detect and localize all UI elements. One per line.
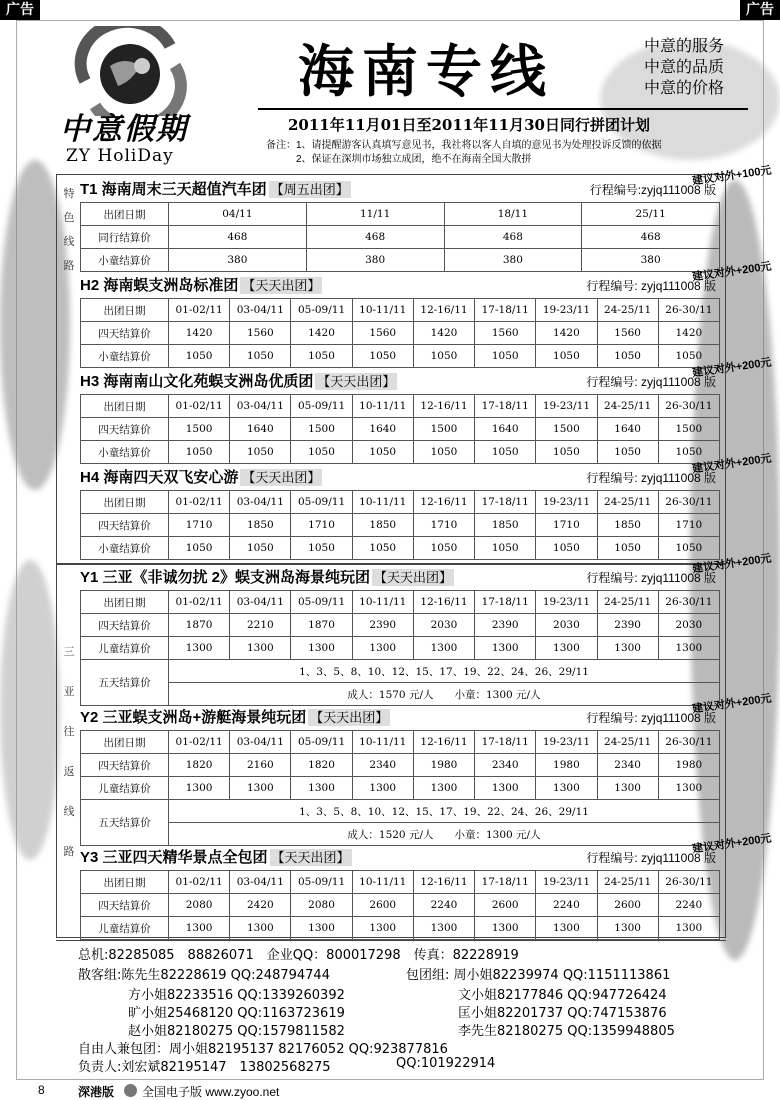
table-cell: 2600 bbox=[597, 894, 658, 917]
table-cell: 1300 bbox=[352, 637, 413, 660]
ad-tag-left: 广告 bbox=[0, 0, 40, 20]
table-cell: 1050 bbox=[291, 441, 352, 464]
table-cell: 1050 bbox=[413, 345, 474, 368]
table-cell: 1050 bbox=[230, 537, 291, 560]
table-cell: 26-30/11 bbox=[658, 491, 719, 514]
table-cell: 2030 bbox=[536, 614, 597, 637]
row-label: 出团日期 bbox=[81, 491, 169, 514]
table-cell: 10-11/11 bbox=[352, 591, 413, 614]
price-table bbox=[80, 730, 720, 846]
table-cell: 1050 bbox=[169, 441, 230, 464]
row-label: 四天结算价 bbox=[81, 418, 169, 441]
table-cell: 1560 bbox=[230, 322, 291, 345]
five-day-price: 成人：1570 元/人 小童：1300 元/人 bbox=[169, 683, 720, 706]
table-cell: 26-30/11 bbox=[658, 591, 719, 614]
table-cell: 1870 bbox=[169, 614, 230, 637]
contact-manager: 负责人:刘宏斌82195147 13802568275 bbox=[78, 1060, 331, 1075]
table-cell: 11/11 bbox=[306, 203, 444, 226]
table-row bbox=[81, 754, 720, 777]
table-cell: 1870 bbox=[291, 614, 352, 637]
table-cell: 04/11 bbox=[169, 203, 307, 226]
table-cell: 01-02/11 bbox=[169, 491, 230, 514]
table-cell: 17-18/11 bbox=[475, 871, 536, 894]
table-row bbox=[81, 917, 720, 940]
table-cell: 03-04/11 bbox=[230, 591, 291, 614]
table-cell: 2210 bbox=[230, 614, 291, 637]
table-cell: 2080 bbox=[169, 894, 230, 917]
table-cell: 10-11/11 bbox=[352, 395, 413, 418]
table-cell: 1050 bbox=[413, 441, 474, 464]
table-cell: 1850 bbox=[230, 514, 291, 537]
contact-group-4: 李先生82180275 QQ:1359948805 bbox=[458, 1024, 675, 1039]
table-cell: 03-04/11 bbox=[230, 871, 291, 894]
table-cell: 03-04/11 bbox=[230, 731, 291, 754]
table-cell: 1820 bbox=[291, 754, 352, 777]
table-cell: 2340 bbox=[597, 754, 658, 777]
table-cell: 1300 bbox=[169, 777, 230, 800]
row-label: 小童结算价 bbox=[81, 345, 169, 368]
contact-fit-3: 旷小姐25468120 QQ:1163723619 bbox=[128, 1006, 345, 1021]
table-cell: 01-02/11 bbox=[169, 395, 230, 418]
row-label: 四天结算价 bbox=[81, 322, 169, 345]
table-cell: 1300 bbox=[597, 777, 658, 800]
table-cell: 1050 bbox=[597, 345, 658, 368]
table-cell: 1640 bbox=[597, 418, 658, 441]
table-cell: 24-25/11 bbox=[597, 591, 658, 614]
table-cell: 380 bbox=[169, 249, 307, 272]
table-cell: 1050 bbox=[291, 537, 352, 560]
slogan-1: 中意的服务 bbox=[644, 38, 725, 55]
table-cell: 1300 bbox=[475, 637, 536, 660]
table-cell: 01-02/11 bbox=[169, 871, 230, 894]
price-table bbox=[80, 298, 720, 368]
table-cell: 380 bbox=[582, 249, 720, 272]
table-cell: 1300 bbox=[230, 637, 291, 660]
table-cell: 1300 bbox=[658, 777, 719, 800]
five-day-row bbox=[81, 660, 720, 683]
table-cell: 19-23/11 bbox=[536, 491, 597, 514]
table-cell: 1300 bbox=[291, 777, 352, 800]
table-cell: 24-25/11 bbox=[597, 731, 658, 754]
page-number: 8 bbox=[38, 1083, 45, 1097]
table-cell: 2240 bbox=[413, 894, 474, 917]
row-label: 出团日期 bbox=[81, 299, 169, 322]
table-cell: 17-18/11 bbox=[475, 299, 536, 322]
table-cell: 1820 bbox=[169, 754, 230, 777]
table-cell: 1420 bbox=[291, 322, 352, 345]
table-cell: 24-25/11 bbox=[597, 395, 658, 418]
table-cell: 1050 bbox=[169, 345, 230, 368]
table-cell: 1050 bbox=[352, 441, 413, 464]
row-label: 出团日期 bbox=[81, 731, 169, 754]
table-cell: 12-16/11 bbox=[413, 299, 474, 322]
row-label: 出团日期 bbox=[81, 591, 169, 614]
table-cell: 1500 bbox=[291, 418, 352, 441]
table-row bbox=[81, 322, 720, 345]
table-row bbox=[81, 441, 720, 464]
table-cell: 1560 bbox=[597, 322, 658, 345]
table-row bbox=[81, 777, 720, 800]
table-cell: 19-23/11 bbox=[536, 591, 597, 614]
table-cell: 24-25/11 bbox=[597, 871, 658, 894]
row-label: 五天结算价 bbox=[81, 660, 169, 706]
contact-group-3: 匡小姐82201737 QQ:747153876 bbox=[458, 1006, 667, 1021]
table-row bbox=[81, 731, 720, 754]
table-cell: 1420 bbox=[413, 322, 474, 345]
price-table bbox=[80, 490, 720, 560]
table-cell: 380 bbox=[306, 249, 444, 272]
table-row bbox=[81, 418, 720, 441]
paint-left-bottom bbox=[0, 560, 60, 860]
contact-free: 自由人兼包团：周小姐82195137 82176052 QQ:923877816 bbox=[78, 1042, 448, 1057]
table-row bbox=[81, 491, 720, 514]
contact-fit-1: 散客组:陈先生82228619 QQ:248794744 bbox=[78, 968, 330, 983]
table-cell: 2420 bbox=[230, 894, 291, 917]
table-cell: 1050 bbox=[658, 537, 719, 560]
five-day-row bbox=[81, 800, 720, 823]
five-day-dates: 1、3、5、8、10、12、15、17、19、22、24、26、29/11 bbox=[169, 660, 720, 683]
section-h3 bbox=[80, 356, 773, 464]
price-table bbox=[80, 590, 720, 706]
globe-logo-icon bbox=[70, 26, 190, 116]
table-cell: 1050 bbox=[536, 345, 597, 368]
table-cell: 1300 bbox=[475, 777, 536, 800]
table-cell: 1500 bbox=[169, 418, 230, 441]
table-cell: 26-30/11 bbox=[658, 871, 719, 894]
contact-main: 总机:82285085 88826071 企业QQ：800017298 传真：82228919 bbox=[78, 948, 519, 963]
table-cell: 10-11/11 bbox=[352, 871, 413, 894]
table-cell: 1980 bbox=[413, 754, 474, 777]
table-cell: 1640 bbox=[230, 418, 291, 441]
table-row bbox=[81, 894, 720, 917]
row-label: 小童结算价 bbox=[81, 249, 169, 272]
table-row bbox=[81, 591, 720, 614]
section-title: T1 海南周末三天超值汽车团 【周五出团】 行程编号:zyjq111008 版 建议对外+100元 bbox=[80, 164, 773, 198]
table-cell: 468 bbox=[169, 226, 307, 249]
section-h4 bbox=[80, 452, 773, 560]
table-cell: 2080 bbox=[291, 894, 352, 917]
row-label: 四天结算价 bbox=[81, 754, 169, 777]
section-t1 bbox=[80, 164, 773, 272]
table-cell: 03-04/11 bbox=[230, 491, 291, 514]
row-label: 四天结算价 bbox=[81, 514, 169, 537]
row-label: 出团日期 bbox=[81, 395, 169, 418]
section-title: H4 海南四天双飞安心游 【天天出团】 行程编号: zyjq111008 版 建议对外+200元 bbox=[80, 452, 773, 486]
table-cell: 19-23/11 bbox=[536, 299, 597, 322]
table-cell: 1300 bbox=[291, 637, 352, 660]
table-cell: 1850 bbox=[597, 514, 658, 537]
slogans bbox=[644, 36, 724, 99]
contact-group-2: 文小姐82177846 QQ:947726424 bbox=[458, 988, 667, 1003]
table-cell: 12-16/11 bbox=[413, 871, 474, 894]
table-cell: 10-11/11 bbox=[352, 731, 413, 754]
table-cell: 25/11 bbox=[582, 203, 720, 226]
table-cell: 2390 bbox=[475, 614, 536, 637]
table-cell: 1050 bbox=[475, 537, 536, 560]
table-cell: 1050 bbox=[475, 441, 536, 464]
contact-group-1: 包团组: 周小姐82239974 QQ:1151113861 bbox=[406, 968, 671, 983]
table-cell: 1300 bbox=[536, 917, 597, 940]
table-cell: 05-09/11 bbox=[291, 591, 352, 614]
row-label: 四天结算价 bbox=[81, 614, 169, 637]
slogan-3: 中意的价格 bbox=[644, 80, 725, 97]
row-label: 四天结算价 bbox=[81, 894, 169, 917]
ad-tag-right: 广告 bbox=[740, 0, 780, 20]
table-row bbox=[81, 226, 720, 249]
table-cell: 24-25/11 bbox=[597, 299, 658, 322]
plan-title: 2011年11月01日至2011年11月30日同行拼团计划 bbox=[288, 116, 650, 134]
page-title: 海南专线 bbox=[298, 40, 554, 105]
table-cell: 12-16/11 bbox=[413, 591, 474, 614]
table-cell: 01-02/11 bbox=[169, 591, 230, 614]
section-title: H2 海南蜈支洲岛标准团 【天天出团】 行程编号: zyjq111008 版 建议对外+200元 bbox=[80, 260, 773, 294]
table-cell: 1500 bbox=[536, 418, 597, 441]
table-cell: 1640 bbox=[475, 418, 536, 441]
table-row bbox=[81, 637, 720, 660]
row-label: 儿童结算价 bbox=[81, 637, 169, 660]
table-cell: 1300 bbox=[169, 637, 230, 660]
table-cell: 1300 bbox=[413, 637, 474, 660]
table-cell: 1050 bbox=[658, 441, 719, 464]
table-row bbox=[81, 537, 720, 560]
table-cell: 1710 bbox=[536, 514, 597, 537]
table-row bbox=[81, 614, 720, 637]
row-label: 五天结算价 bbox=[81, 800, 169, 846]
table-cell: 1560 bbox=[352, 322, 413, 345]
price-table bbox=[80, 870, 720, 940]
table-row bbox=[81, 345, 720, 368]
table-cell: 1980 bbox=[536, 754, 597, 777]
table-cell: 2240 bbox=[658, 894, 719, 917]
row-label: 出团日期 bbox=[81, 203, 169, 226]
table-cell: 1420 bbox=[658, 322, 719, 345]
table-cell: 2030 bbox=[413, 614, 474, 637]
table-cell: 2160 bbox=[230, 754, 291, 777]
table-cell: 05-09/11 bbox=[291, 299, 352, 322]
table-cell: 1050 bbox=[230, 441, 291, 464]
table-cell: 18/11 bbox=[444, 203, 582, 226]
contact-fit-4: 赵小姐82180275 QQ:1579811582 bbox=[128, 1024, 345, 1039]
table-cell: 1050 bbox=[597, 441, 658, 464]
row-label: 同行结算价 bbox=[81, 226, 169, 249]
table-cell: 1850 bbox=[475, 514, 536, 537]
table-cell: 2340 bbox=[352, 754, 413, 777]
table-cell: 1300 bbox=[169, 917, 230, 940]
table-cell: 1300 bbox=[230, 917, 291, 940]
table-cell: 1300 bbox=[658, 917, 719, 940]
table-cell: 26-30/11 bbox=[658, 395, 719, 418]
row-label: 小童结算价 bbox=[81, 441, 169, 464]
section-title: Y3 三亚四天精华景点全包团 【天天出团】 行程编号: zyjq111008 版 建议对外+200元 bbox=[80, 832, 773, 866]
table-cell: 380 bbox=[444, 249, 582, 272]
row-label: 小童结算价 bbox=[81, 537, 169, 560]
table-cell: 1300 bbox=[291, 917, 352, 940]
section-title: Y2 三亚蜈支洲岛+游艇海景纯玩团 【天天出团】 行程编号: zyjq111008 版 建议对外+200元 bbox=[80, 692, 773, 726]
table-row bbox=[81, 249, 720, 272]
table-cell: 1050 bbox=[352, 537, 413, 560]
table-cell: 26-30/11 bbox=[658, 731, 719, 754]
table-cell: 03-04/11 bbox=[230, 299, 291, 322]
table-cell: 1420 bbox=[536, 322, 597, 345]
row-label: 儿童结算价 bbox=[81, 777, 169, 800]
table-cell: 1500 bbox=[658, 418, 719, 441]
brand-name: 中意假期 bbox=[60, 112, 188, 147]
table-cell: 1050 bbox=[352, 345, 413, 368]
notes bbox=[266, 139, 662, 167]
table-cell: 1710 bbox=[658, 514, 719, 537]
table-cell: 468 bbox=[582, 226, 720, 249]
row-label: 儿童结算价 bbox=[81, 917, 169, 940]
price-table bbox=[80, 394, 720, 464]
table-cell: 17-18/11 bbox=[475, 591, 536, 614]
contact-fit-2: 方小姐82233516 QQ:1339260392 bbox=[128, 988, 345, 1003]
table-cell: 19-23/11 bbox=[536, 395, 597, 418]
table-cell: 1050 bbox=[597, 537, 658, 560]
table-cell: 05-09/11 bbox=[291, 871, 352, 894]
table-cell: 17-18/11 bbox=[475, 731, 536, 754]
table-cell: 468 bbox=[444, 226, 582, 249]
table-cell: 2390 bbox=[597, 614, 658, 637]
table-row bbox=[81, 514, 720, 537]
edition-label: 深港版 bbox=[78, 1085, 115, 1099]
table-cell: 1050 bbox=[475, 345, 536, 368]
section-title: H3 海南南山文化苑蜈支洲岛优质团 【天天出团】 行程编号: zyjq111008 版 建议对外+200元 bbox=[80, 356, 773, 390]
table-cell: 10-11/11 bbox=[352, 491, 413, 514]
table-cell: 1710 bbox=[169, 514, 230, 537]
table-cell: 19-23/11 bbox=[536, 871, 597, 894]
table-cell: 19-23/11 bbox=[536, 731, 597, 754]
row-label: 出团日期 bbox=[81, 871, 169, 894]
title-rule bbox=[258, 108, 748, 110]
table-cell: 1050 bbox=[413, 537, 474, 560]
table-cell: 2340 bbox=[475, 754, 536, 777]
table-cell: 1300 bbox=[597, 637, 658, 660]
table-cell: 1050 bbox=[291, 345, 352, 368]
table-cell: 468 bbox=[306, 226, 444, 249]
table-cell: 01-02/11 bbox=[169, 731, 230, 754]
table-cell: 2600 bbox=[475, 894, 536, 917]
five-day-price-row bbox=[81, 823, 720, 846]
table-cell: 12-16/11 bbox=[413, 491, 474, 514]
table-cell: 12-16/11 bbox=[413, 395, 474, 418]
section-y1 bbox=[80, 552, 773, 706]
table-row bbox=[81, 871, 720, 894]
note-1: 备注：1、请提醒游客认真填写意见书，我社将以客人自填的意见书为处理投诉反馈的依据 bbox=[266, 140, 662, 151]
table-cell: 1300 bbox=[230, 777, 291, 800]
table-cell: 24-25/11 bbox=[597, 491, 658, 514]
table-cell: 1300 bbox=[597, 917, 658, 940]
table-cell: 17-18/11 bbox=[475, 491, 536, 514]
section-title: Y1 三亚《非诚勿扰 2》蜈支洲岛海景纯玩团 【天天出团】 行程编号: zyjq111008 版 建议对外+200元 bbox=[80, 552, 773, 586]
table-cell: 1640 bbox=[352, 418, 413, 441]
table-cell: 1050 bbox=[536, 537, 597, 560]
table-cell: 05-09/11 bbox=[291, 395, 352, 418]
national-edition-link[interactable]: 全国电子版 www.zyoo.net bbox=[142, 1085, 280, 1099]
table-cell: 05-09/11 bbox=[291, 491, 352, 514]
table-cell: 1710 bbox=[291, 514, 352, 537]
side-label-sanya: 三 亚 往 返 线 路 bbox=[63, 645, 75, 858]
brand-en: ZY HoliDay bbox=[66, 146, 174, 166]
table-row bbox=[81, 299, 720, 322]
price-table bbox=[80, 202, 720, 272]
table-cell: 1300 bbox=[658, 637, 719, 660]
table-cell: 1050 bbox=[536, 441, 597, 464]
table-cell: 10-11/11 bbox=[352, 299, 413, 322]
table-cell: 1050 bbox=[230, 345, 291, 368]
table-cell: 05-09/11 bbox=[291, 731, 352, 754]
table-cell: 2030 bbox=[658, 614, 719, 637]
table-cell: 1300 bbox=[413, 917, 474, 940]
table-row bbox=[81, 395, 720, 418]
five-day-price-row bbox=[81, 683, 720, 706]
table-cell: 1050 bbox=[658, 345, 719, 368]
table-cell: 1050 bbox=[169, 537, 230, 560]
table-cell: 1560 bbox=[475, 322, 536, 345]
five-day-dates: 1、3、5、8、10、12、15、17、19、22、24、26、29/11 bbox=[169, 800, 720, 823]
table-row bbox=[81, 203, 720, 226]
slogan-2: 中意的品质 bbox=[644, 59, 725, 76]
side-label-featured: 特 色 线 路 bbox=[63, 187, 75, 272]
table-cell: 1850 bbox=[352, 514, 413, 537]
table-cell: 1300 bbox=[536, 777, 597, 800]
table-cell: 2240 bbox=[536, 894, 597, 917]
contacts-rule bbox=[56, 940, 726, 941]
contact-manager-qq: QQ:101922914 bbox=[396, 1056, 496, 1071]
table-cell: 26-30/11 bbox=[658, 299, 719, 322]
table-cell: 03-04/11 bbox=[230, 395, 291, 418]
table-cell: 01-02/11 bbox=[169, 299, 230, 322]
table-cell: 1300 bbox=[352, 777, 413, 800]
table-cell: 1500 bbox=[413, 418, 474, 441]
edition-logo-icon bbox=[124, 1084, 137, 1097]
table-cell: 2390 bbox=[352, 614, 413, 637]
table-cell: 1420 bbox=[169, 322, 230, 345]
five-day-price: 成人：1520 元/人 小童：1300 元/人 bbox=[169, 823, 720, 846]
table-cell: 1710 bbox=[413, 514, 474, 537]
table-cell: 1300 bbox=[352, 917, 413, 940]
table-cell: 1980 bbox=[658, 754, 719, 777]
table-cell: 1300 bbox=[413, 777, 474, 800]
table-cell: 1300 bbox=[475, 917, 536, 940]
note-2: 2、保证在深圳市场独立成团，绝不在海南全国大散拼 bbox=[296, 154, 532, 165]
table-cell: 17-18/11 bbox=[475, 395, 536, 418]
table-cell: 1300 bbox=[536, 637, 597, 660]
table-cell: 12-16/11 bbox=[413, 731, 474, 754]
table-cell: 2600 bbox=[352, 894, 413, 917]
